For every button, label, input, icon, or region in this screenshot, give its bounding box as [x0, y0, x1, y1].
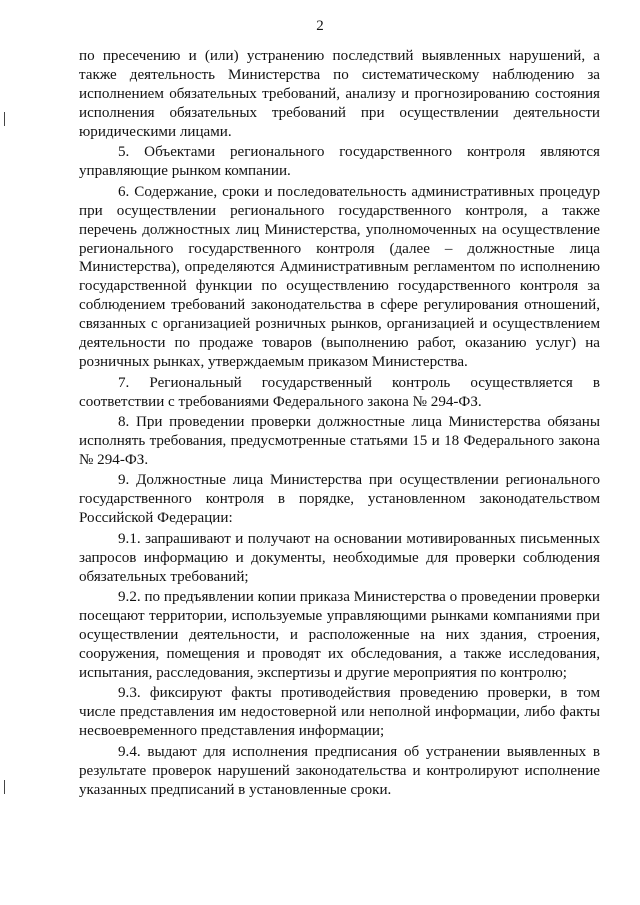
paragraph-9-1: 9.1. запрашивают и получают на основании мотивированных письменных запросов информацию и документы, необходимые для проверки соблюдения обязательных требований;	[79, 530, 600, 585]
paragraph-9: 9. Должностные лица Министерства при осуществлении регионального государственного контроля в порядке, установленном законодательством Российской Федерации:	[79, 472, 600, 527]
page-number: 2	[316, 18, 324, 34]
paragraph-9-3: 9.3. фиксируют факты противодействия проведению проверки, в том числе представления им недостоверной или неполной информации, либо факты несвоевременного представления информации;	[79, 685, 600, 740]
scan-margin-mark	[4, 112, 5, 126]
paragraph-8: 8. При проведении проверки должностные лица Министерства обязаны исполнять требования, предусмотренные статьями 15 и 18 Федерального закона № 294-ФЗ.	[79, 414, 600, 469]
paragraph-continuation: по пресечению и (или) устранению последствий выявленных нарушений, а также деятельность Министерства по систематическому наблюдению за исполнением обязательных требований, анализу и прогнозированию состояния исполнения обязательных требований при осуществлении деятельности юридическими лицами.	[79, 48, 600, 140]
scan-margin-mark	[4, 780, 5, 794]
document-body	[79, 47, 600, 801]
paragraph-5: 5. Объектами регионального государственного контроля являются управляющие рынком компании.	[79, 144, 600, 180]
paragraph-9-2: 9.2. по предъявлении копии приказа Министерства о проведении проверки посещают территории, используемые управляющими рынками компаниями при осуществлении деятельности, и расположенные на них здания, строения, сооружения, помещения и проводят их обследования, а также исследования, испытания, расследования, экспертизы и другие мероприятия по контролю;	[79, 589, 600, 681]
paragraph-7: 7. Региональный государственный контроль осуществляется в соответствии с требованиями Федерального закона № 294-ФЗ.	[79, 374, 600, 410]
paragraph-6: 6. Содержание, сроки и последовательность административных процедур при осуществлении регионального государственного контроля, а также перечень должностных лиц Министерства, уполномоченных на осуществление регионального государственного контроля (далее – должностные лица Министерства), определяются Административным регламентом по исполнению государственной функции по осуществлению государственного контроля за соблюдением требований законодательства в сфере регулирования отношений, связанных с организацией розничных рынков, организацией и осуществлением деятельности по продаже товаров (выполнению работ, оказанию услуг) на розничных рынках, утверждаемым приказом Министерства.	[79, 183, 600, 371]
paragraph-9-4: 9.4. выдают для исполнения предписания об устранении выявленных в результате проверок нарушений законодательства и контролируют исполнение указанных предписаний в установленные сроки.	[79, 743, 600, 798]
